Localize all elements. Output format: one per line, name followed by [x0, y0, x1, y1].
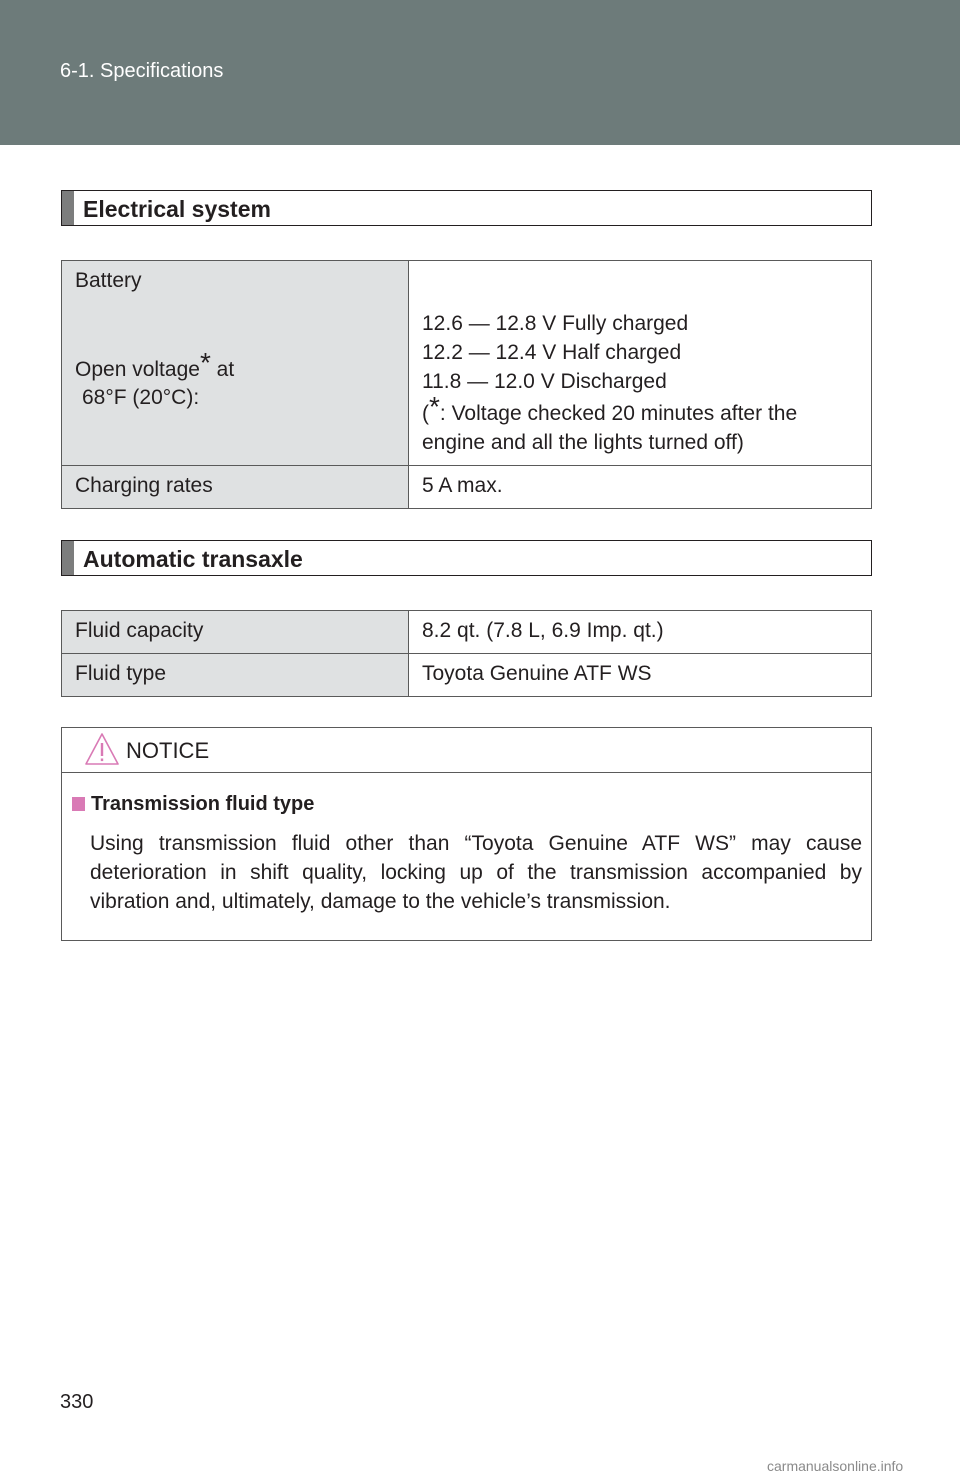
open-voltage-text: Open voltage: [75, 358, 200, 381]
asterisk-mark: *: [199, 347, 211, 378]
note-asterisk: *: [429, 391, 440, 422]
heading-text: Automatic transaxle: [83, 546, 303, 572]
fluid-type-label: Fluid type: [62, 654, 409, 697]
at-text: at: [210, 358, 235, 381]
battery-label: Battery: [75, 269, 142, 292]
battery-value-cell: [409, 261, 872, 466]
transaxle-table: [61, 610, 872, 697]
temperature-label: 68°F (20°C):: [82, 386, 200, 409]
notice-title: NOTICE: [126, 738, 210, 763]
heading-text: Electrical system: [83, 196, 271, 222]
table-row-charging: [62, 466, 872, 509]
battery-label-cell: [62, 261, 409, 466]
table-row: [62, 654, 872, 697]
notice-subheading-text: Transmission fluid type: [91, 793, 315, 815]
voltage-half-charged: 12.2 — 12.4 V Half charged: [422, 341, 682, 364]
open-voltage-label: [75, 347, 395, 384]
table-row-battery: [62, 261, 872, 466]
voltage-fully-charged: 12.6 — 12.8 V Fully charged: [422, 312, 689, 335]
automatic-transaxle-heading: [61, 540, 872, 576]
fluid-capacity-value: 8.2 qt. (7.8 L, 6.9 Imp. qt.): [409, 611, 872, 654]
heading-marker: [62, 191, 74, 225]
electrical-table: [61, 260, 872, 509]
notice-subheading: [72, 793, 314, 816]
table-row: [62, 611, 872, 654]
note-paren: (: [422, 402, 429, 425]
voltage-discharged: 11.8 — 12.0 V Discharged: [422, 370, 667, 393]
charging-label: Charging rates: [62, 466, 409, 509]
heading-marker: [62, 541, 74, 575]
fluid-capacity-label: Fluid capacity: [62, 611, 409, 654]
electrical-system-heading: [61, 190, 872, 226]
fluid-type-value: Toyota Genuine ATF WS: [409, 654, 872, 697]
notice-body: Using transmission fluid other than “Toyota Genuine ATF WS” may cause deterioration in shift quality, locking up of the transmission accompanied by vibration and, ultimately, damage to the vehicle’s transmission.: [90, 832, 862, 913]
page-number: 330: [60, 1391, 94, 1413]
warning-triangle-icon: [84, 732, 120, 766]
note-text: : Voltage checked 20 minutes after the engine and all the lights turned off): [422, 402, 798, 454]
section-title: 6-1. Specifications: [60, 60, 224, 82]
watermark: carmanualsonline.info: [767, 1458, 904, 1474]
voltage-note: [422, 391, 858, 457]
notice-box: [61, 727, 872, 941]
notice-header: [62, 728, 871, 773]
header-band: [0, 0, 960, 145]
bullet-square-icon: [72, 797, 85, 811]
charging-value: 5 A max.: [409, 466, 872, 509]
